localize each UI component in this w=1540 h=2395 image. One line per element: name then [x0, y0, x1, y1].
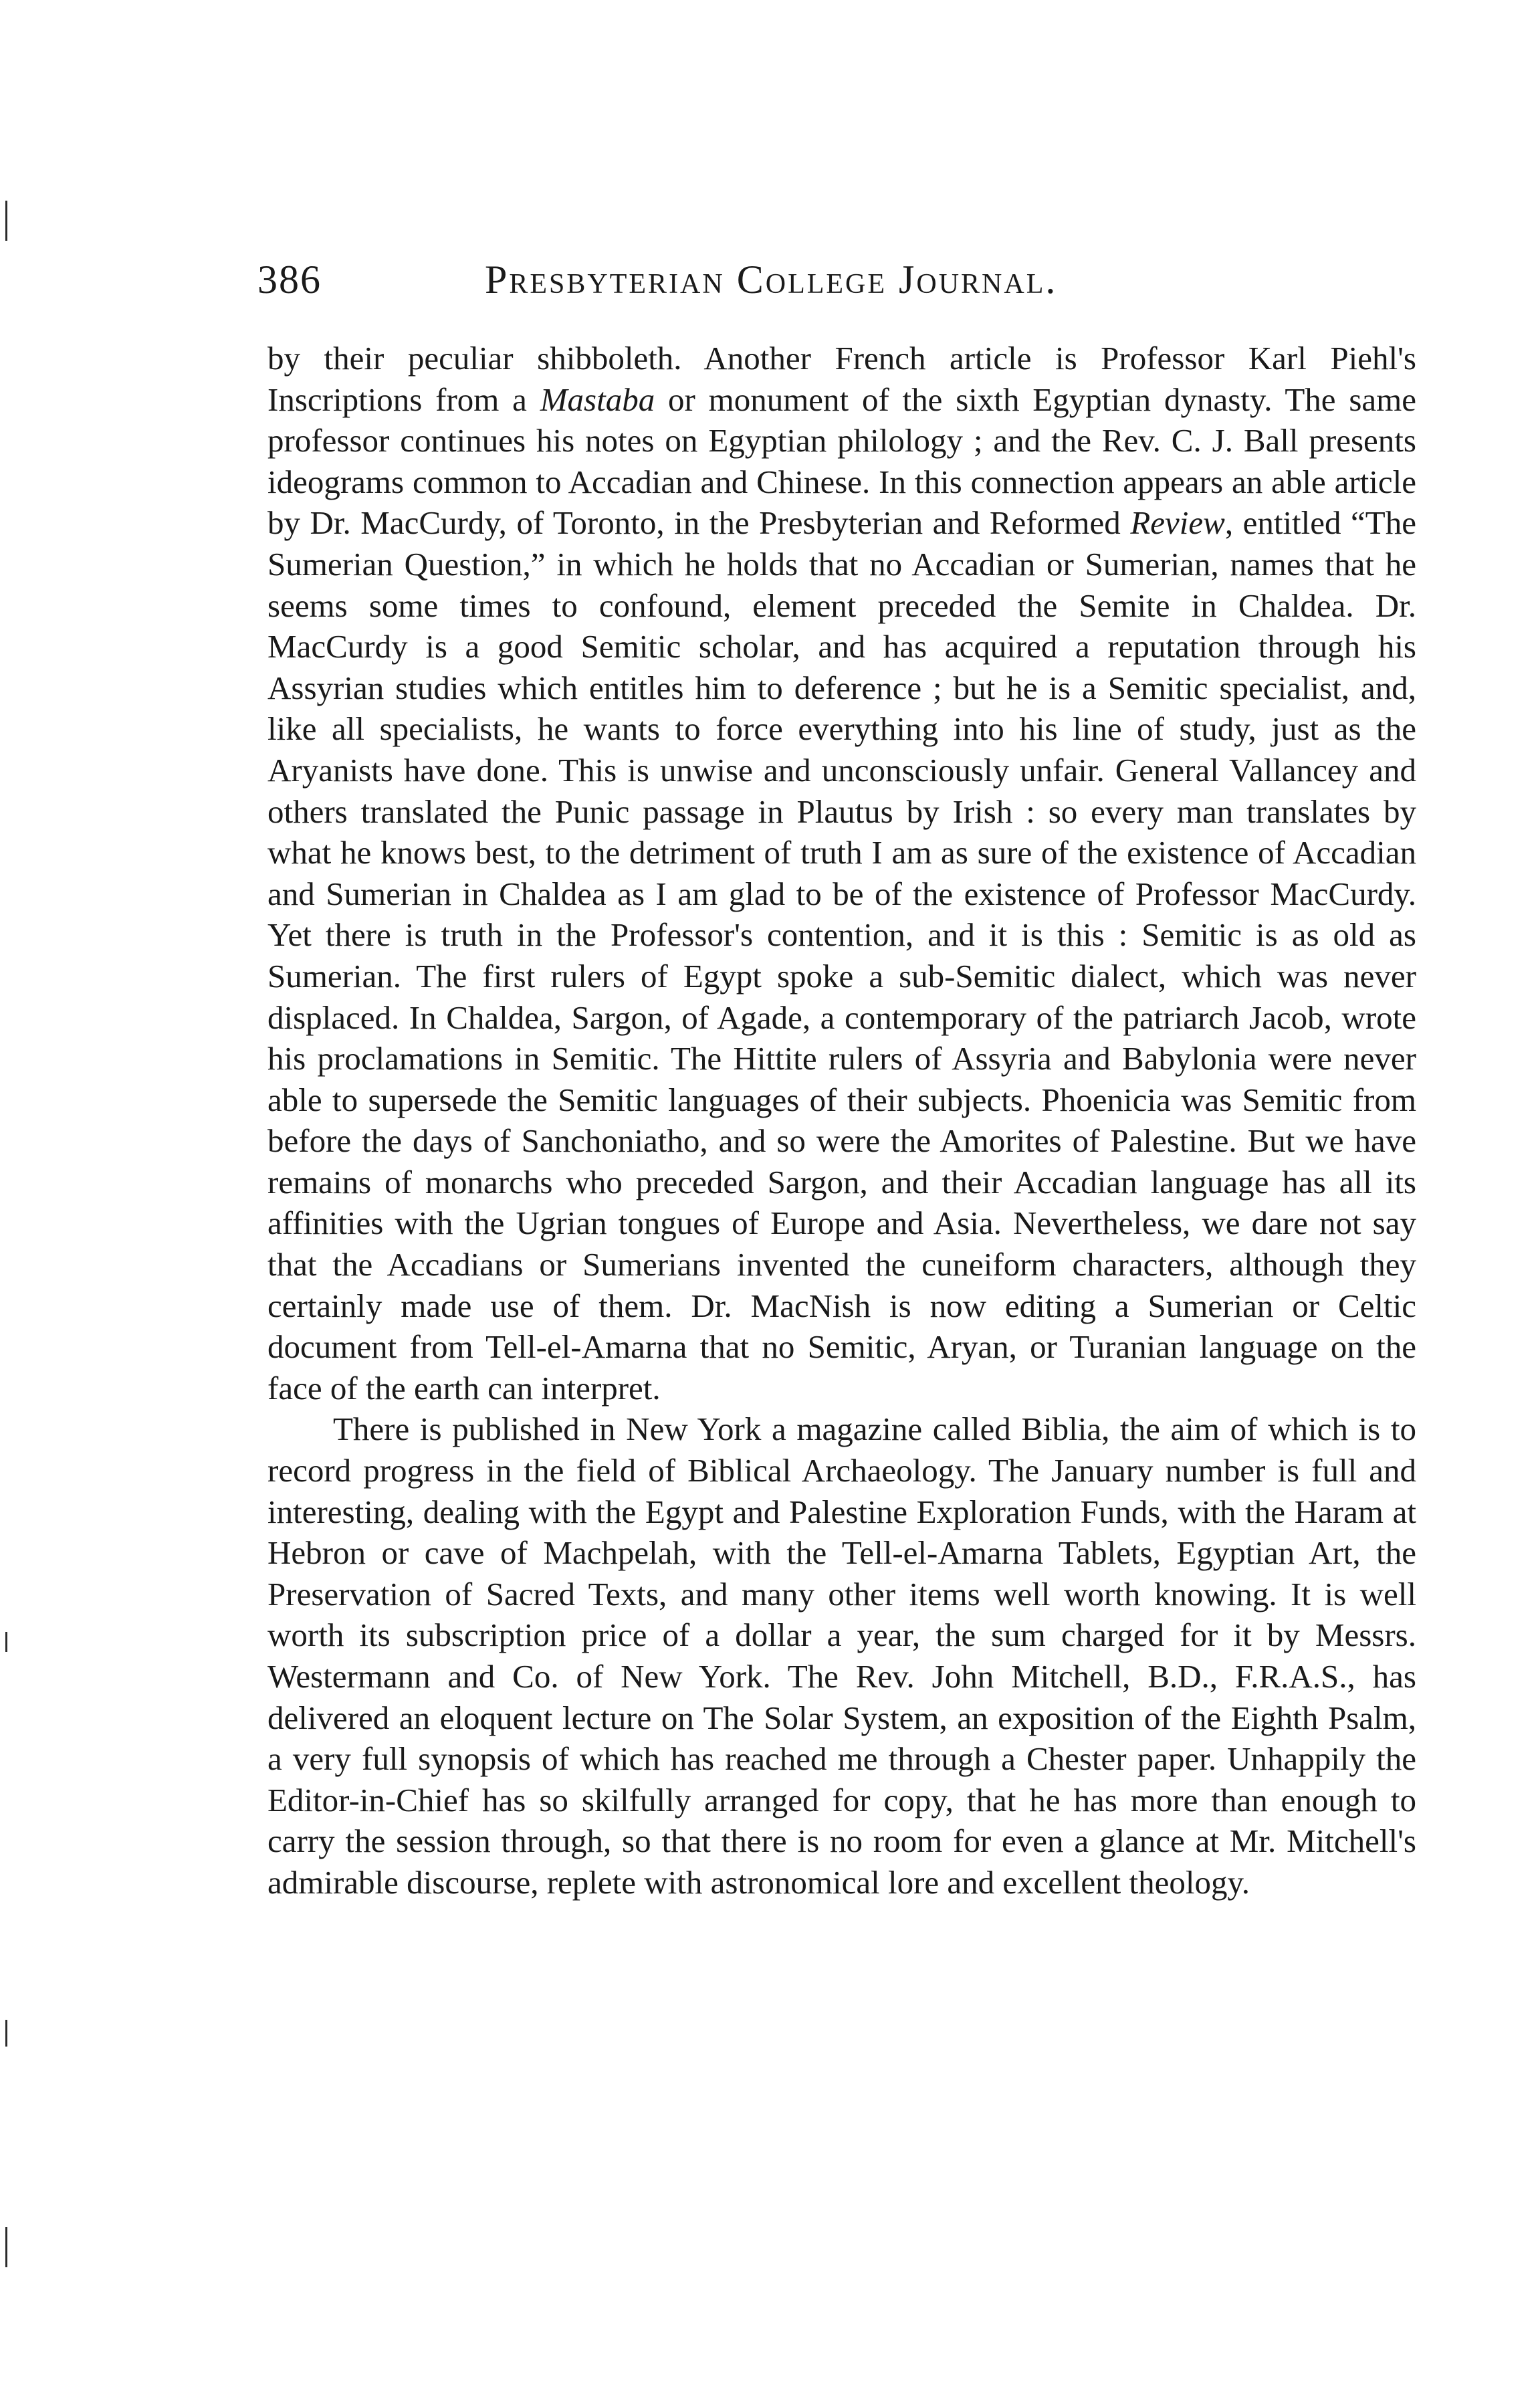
paragraph-text: or monument of the sixth Egyptian dynasty. The same professor continues his notes on Egyptian philology ; and the Rev. C. J. Ball presents ideograms common to Accadian and Chinese. In this connection appears an able article by Dr. MacCurdy, of Toronto, in the Presbyterian and Reformed — [267, 381, 1416, 542]
article-body — [267, 338, 1416, 1903]
italic-term-mastaba: Mastaba — [540, 381, 655, 418]
paragraph-text: There is published in New York a magazine called Biblia, the aim of which is to record progress in the field of Biblical Archaeology. The January number is full and interesting, dealing with the Egypt and Palestine Exploration Funds, with the Haram at Hebron or cave of Machpelah, with the Tell-el-Amarna Tablets, Egyptian Art, the Preservation of Sacred Texts, and many other items well worth knowing. It is well worth its subscription price of a dollar a year, the sum charged for it by Messrs. Westermann and Co. of New York. The Rev. John Mitchell, B.D., F.R.A.S., has delivered an eloquent lecture on The Solar System, an exposition of the Eighth Psalm, a very full synopsis of which has reached me through a Chester paper. Unhappily the Editor-in-Chief has so skilfully arranged for copy, that he has more than enough to carry the session through, so that there is no room for even a glance at Mr. Mitchell's admirable discourse, replete with astronomical lore and excellent theology. — [267, 1411, 1416, 1901]
scan-edge-mark — [5, 201, 7, 241]
scan-edge-mark — [5, 2020, 7, 2047]
paragraph-text: , entitled “The Sumerian Question,” in which he holds that no Accadian or Sumerian, names that he seems some times to confound, element preceded the Semite in Chaldea. Dr. MacCurdy is a good Semitic scholar, and has acquired a reputation through his Assyrian studies which entitles him to deference ; but he is a Semitic specialist, and, like all specialists, he wants to force everything into his line of study, just as the Aryanists have done. This is unwise and unconsciously unfair. General Vallancey and others translated the Punic passage in Plautus by Irish : so every man translates by what he knows best, to the detriment of truth I am as sure of the existence of Accadian and Sumerian in Chaldea as I am glad to be of the existence of Professor MacCurdy. Yet there is truth in the Professor's contention, and it is this : Semitic is as old as Sumerian. The first rulers of Egypt spoke a sub-Semitic dialect, which was never displaced. In Chaldea, Sargon, of Agade, a contemporary of the patriarch Jacob, wrote his proclamations in Semitic. The Hittite rulers of Assyria and Babylonia were never able to supersede the Semitic languages of their subjects. Phoenicia was Semitic from before the days of Sanchoniatho, and so were the Amorites of Palestine. But we have remains of monarchs who preceded Sargon, and their Accadian language has all its affinities with the Ugrian tongues of Europe and Asia. Nevertheless, we dare not say that the Accadians or Sumerians invented the cuneiform characters, although they certainly made use of them. Dr. MacNish is now editing a Sumerian or Celtic document from Tell-el-Amarna that no Semitic, Aryan, or Turanian language on the face of the earth can interpret. — [267, 504, 1416, 1407]
journal-title: Presbyterian College Journal. — [485, 257, 1058, 302]
scan-edge-mark — [5, 2227, 7, 2267]
running-head — [257, 253, 1421, 306]
paragraph-2 — [267, 1409, 1416, 1903]
paragraph-1 — [267, 338, 1416, 1409]
scan-edge-mark — [5, 1632, 7, 1652]
paragraph-text: by their peculiar shibboleth. Another French article is Professor Karl Piehl's Inscriptions from a — [267, 340, 1416, 418]
page-number: 386 — [257, 257, 322, 302]
italic-term-review: Review — [1130, 504, 1225, 542]
